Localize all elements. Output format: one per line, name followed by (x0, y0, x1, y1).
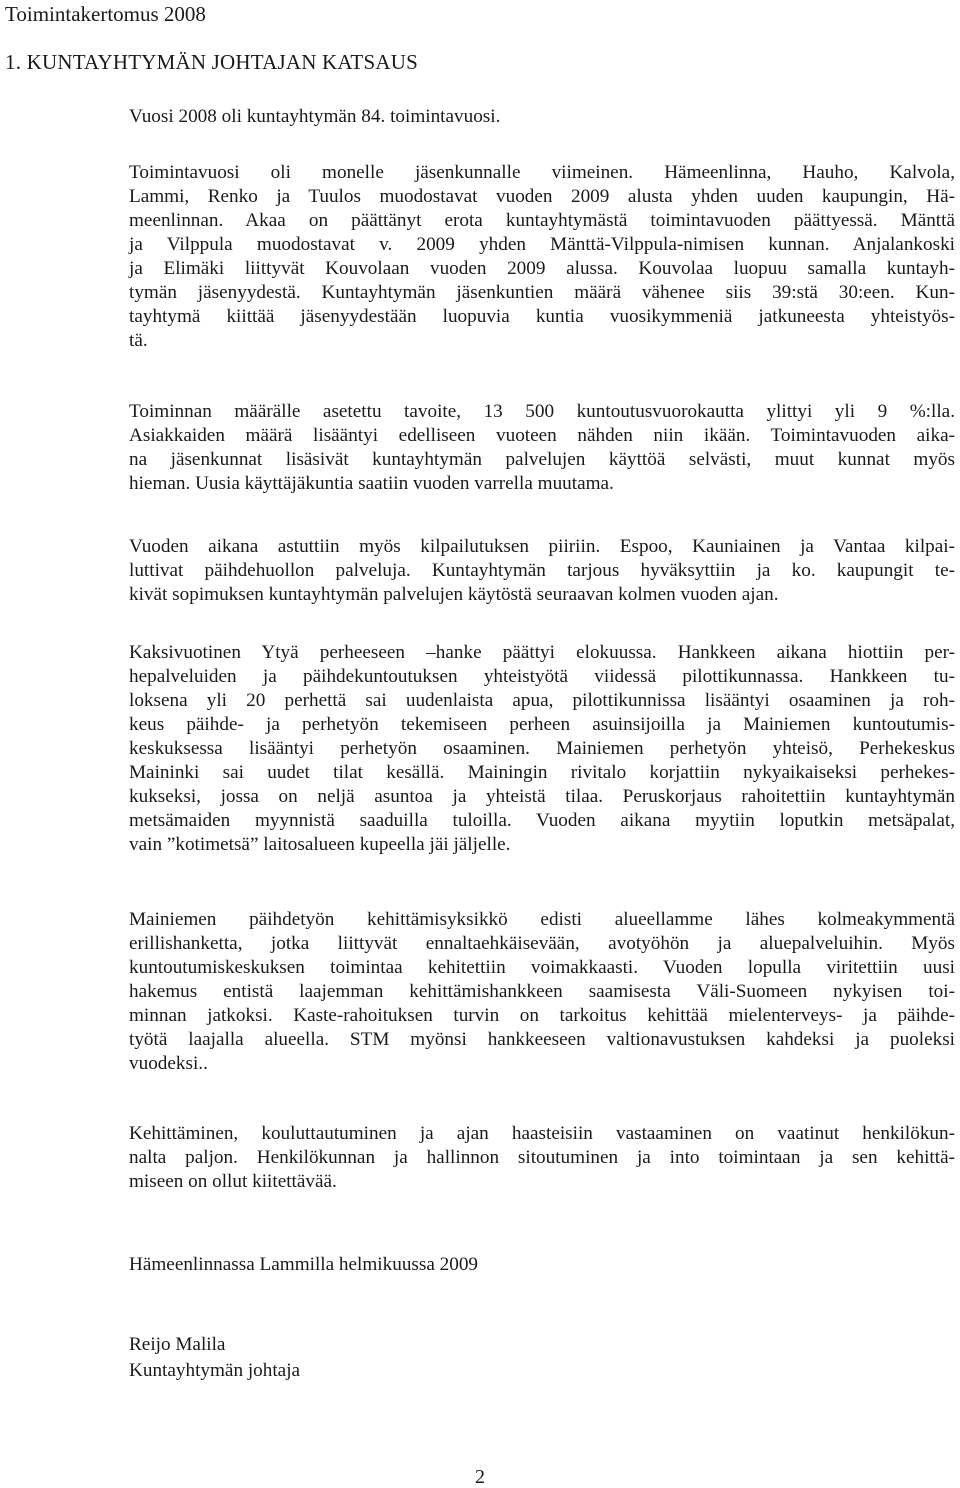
paragraph-line: Kaksivuotinen Ytyä perheeseen –hanke päättyi elokuussa. Hankkeen aikana hiottiin per- (129, 642, 955, 663)
signer-name: Reijo Malila (129, 1334, 226, 1355)
paragraph-line: Kehittäminen, kouluttautuminen ja ajan haasteisiin vastaaminen on vaatinut henkilökun- (129, 1123, 955, 1144)
paragraph-line: ja Vilppula muodostavat v. 2009 yhden Mänttä-Vilppula-nimisen kunnan. Anjalankoski (129, 234, 955, 255)
running-header-title: Toimintakertomus 2008 (5, 2, 206, 26)
page-number: 2 (475, 1466, 485, 1488)
paragraph-line: Vuoden aikana astuttiin myös kilpailutuksen piiriin. Espoo, Kauniainen ja Vantaa kilpai- (129, 536, 955, 557)
paragraph-line: Lammi, Renko ja Tuulos muodostavat vuoden 2009 alusta yhden uuden kaupungin, Hä- (129, 186, 955, 207)
paragraph-line: minnan jatkoksi. Kaste-rahoituksen turvin on tarkoitus kehittää mielenterveys- ja päihde- (129, 1005, 955, 1026)
paragraph-line: meenlinnan. Akaa on päättänyt erota kuntayhtymästä toimintavuoden päättyessä. Mänttä (129, 210, 955, 231)
paragraph-line: luttivat päihdehuollon palveluja. Kuntayhtymän tarjous hyväksyttiin ja ko. kaupungit te- (129, 560, 955, 581)
section-heading: 1. KUNTAYHTYMÄN JOHTAJAN KATSAUS (5, 50, 418, 74)
paragraph-line: Toiminnan määrälle asetettu tavoite, 13 500 kuntoutusvuorokautta ylittyi yli 9 %:lla. (129, 401, 955, 422)
paragraph-line: tayhtymä kiittää jäsenyydestään luopuvia kuntia vuosikymmeniä jatkuneesta yhteistyös- (129, 306, 955, 327)
signer-title: Kuntayhtymän johtaja (129, 1360, 301, 1381)
paragraph-line: Maininki sai uudet tilat kesällä. Mainingin rivitalo korjattiin nykyaikaiseksi perhekes- (129, 762, 955, 783)
paragraph-line: loksena yli 20 perhettä sai uudenlaista apua, pilottikunnissa lisääntyi osaaminen ja roh- (129, 690, 955, 711)
paragraph-line: Asiakkaiden määrä lisääntyi edelliseen vuoteen nähden niin ikään. Toimintavuoden aika- (129, 425, 955, 446)
paragraph-line: ja Elimäki liittyvät Kouvolaan vuoden 2009 alussa. Kouvolaa luopuu samalla kuntayh- (129, 258, 955, 279)
paragraph-line: vuodeksi.. (129, 1053, 208, 1074)
paragraph-line: metsämaiden myynnistä saaduilla tuloilla. Vuoden aikana myytiin loputkin metsäpalat, (129, 810, 955, 831)
paragraph-line: hepalveluiden ja päihdekuntoutuksen yhteistyötä viidessä pilottikunnassa. Hankkeen tu- (129, 666, 955, 687)
paragraph-line: kuntoutumiskeskuksen toimintaa kehitettiin voimakkaasti. Vuoden lopulla viritettiin uusi (129, 957, 955, 978)
paragraph-line: erillishanketta, jotka liittyvät ennaltaehkäisevään, avotyöhön ja aluepalveluihin. Myös (129, 933, 955, 954)
paragraph-line: hieman. Uusia käyttäjäkuntia saatiin vuoden varrella muutama. (129, 473, 614, 494)
paragraph-line: vain ”kotimetsä” laitosalueen kupeella jäi jäljelle. (129, 834, 511, 855)
paragraph-line: tä. (129, 330, 148, 351)
paragraph-line: keus päihde- ja perhetyön tekemiseen perheen asuinsijoilla ja Mainiemen kuntoutumis- (129, 714, 955, 735)
paragraph-line: kukseksi, jossa on neljä asuntoa ja yhteistä tilaa. Peruskorjaus rahoitettiin kuntayhtymän (129, 786, 955, 807)
paragraph-line: tymän jäsenyydestä. Kuntayhtymän jäsenkuntien määrä vähenee siis 39:stä 30:een. Kun- (129, 282, 955, 303)
paragraph-line: hakemus entistä laajemman kehittämishankkeen saamisesta Väli-Suomeen nykyisen toi- (129, 981, 955, 1002)
paragraph-line: Mainiemen päihdetyön kehittämisyksikkö edisti alueellamme lähes kolmeakymmentä (129, 909, 955, 930)
paragraph-line: Toimintavuosi oli monelle jäsenkunnalle viimeinen. Hämeenlinna, Hauho, Kalvola, (129, 162, 955, 183)
paragraph-line: nalta paljon. Henkilökunnan ja hallinnon sitoutuminen ja into toimintaan ja sen kehittä- (129, 1147, 955, 1168)
paragraph-line: keskuksessa lisääntyi perhetyön osaaminen. Mainiemen perhetyön yhteisö, Perhekeskus (129, 738, 955, 759)
paragraph-line: työtä laajalla alueella. STM myönsi hankkeeseen valtionavustuksen kahdeksi ja puoleksi (129, 1029, 955, 1050)
paragraph-line: na jäsenkunnat lisäsivät kuntayhtymän palvelujen käyttöä selvästi, muut kunnat myös (129, 449, 955, 470)
place-and-date: Hämeenlinnassa Lammilla helmikuussa 2009 (129, 1254, 479, 1275)
paragraph-line: Vuosi 2008 oli kuntayhtymän 84. toimintavuosi. (129, 106, 501, 127)
paragraph-line: miseen on ollut kiitettävää. (129, 1171, 337, 1192)
paragraph-line: kivät sopimuksen kuntayhtymän palvelujen käytöstä seuraavan kolmen vuoden ajan. (129, 584, 779, 605)
